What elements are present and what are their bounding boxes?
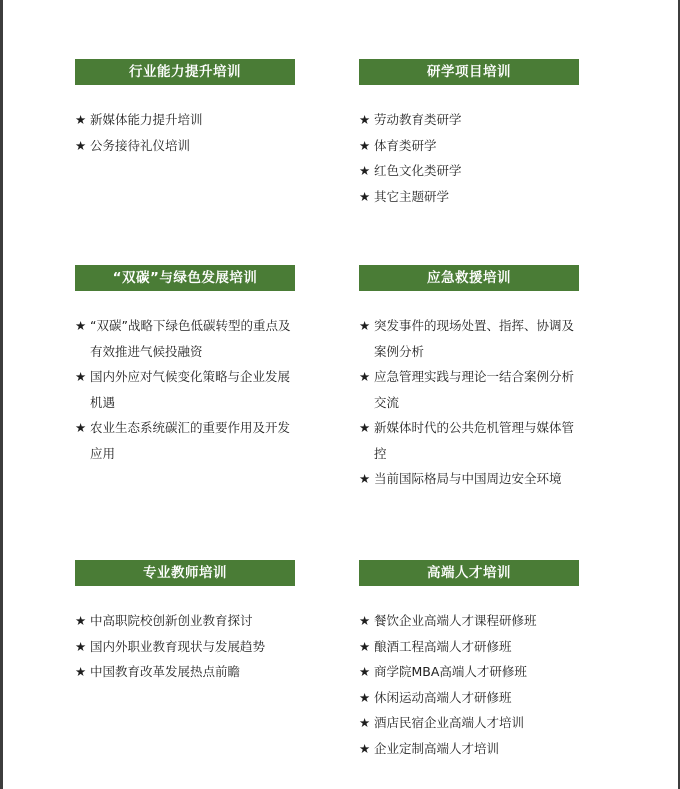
list-item bbox=[359, 158, 579, 184]
section-teacher-training bbox=[75, 560, 295, 685]
list-item bbox=[359, 608, 579, 634]
list-item bbox=[359, 710, 579, 736]
list-item bbox=[75, 608, 295, 634]
item-list bbox=[75, 107, 295, 158]
item-text: 酿酒工程高端人才研修班 bbox=[374, 638, 512, 654]
item-list bbox=[359, 107, 579, 209]
star-icon: ★ bbox=[359, 318, 371, 333]
star-icon: ★ bbox=[75, 369, 87, 384]
star-icon: ★ bbox=[359, 188, 371, 204]
item-text: 劳动教育类研学 bbox=[374, 112, 462, 127]
star-icon: ★ bbox=[75, 137, 87, 153]
item-text: 当前国际格局与中国周边安全环境 bbox=[374, 471, 562, 486]
star-icon: ★ bbox=[75, 638, 87, 654]
star-icon: ★ bbox=[75, 318, 87, 333]
item-text: 农业生态系统碳汇的重要作用及开发应用 bbox=[90, 420, 291, 461]
item-text: 其它主题研学 bbox=[374, 188, 450, 204]
star-icon: ★ bbox=[359, 112, 371, 127]
item-list bbox=[359, 313, 579, 492]
item-text: 红色文化类研学 bbox=[374, 163, 462, 178]
section-emergency-rescue bbox=[359, 265, 579, 492]
star-icon: ★ bbox=[359, 715, 371, 730]
list-item bbox=[359, 184, 579, 210]
list-item bbox=[359, 634, 579, 660]
star-icon: ★ bbox=[75, 664, 87, 679]
list-item bbox=[359, 466, 579, 492]
star-icon: ★ bbox=[359, 420, 371, 435]
list-item bbox=[359, 685, 579, 711]
star-icon: ★ bbox=[359, 137, 371, 153]
list-item bbox=[359, 364, 579, 415]
list-item bbox=[359, 736, 579, 762]
star-icon: ★ bbox=[75, 613, 87, 628]
item-text: 企业定制高端人才培训 bbox=[374, 740, 500, 756]
star-icon: ★ bbox=[359, 689, 371, 705]
section-title: 专业教师培训 bbox=[75, 560, 295, 586]
list-item bbox=[75, 364, 295, 415]
item-text: 商学院MBA高端人才研修班 bbox=[374, 664, 527, 679]
item-text: 公务接待礼仪培训 bbox=[90, 137, 191, 153]
star-icon: ★ bbox=[359, 740, 371, 756]
star-icon: ★ bbox=[359, 369, 371, 384]
star-icon: ★ bbox=[359, 664, 371, 679]
star-icon: ★ bbox=[359, 638, 371, 654]
item-text: 体育类研学 bbox=[374, 137, 437, 153]
star-icon: ★ bbox=[359, 163, 371, 178]
item-text: 国内外应对气候变化策略与企业发展机遇 bbox=[90, 369, 291, 410]
page-left-border bbox=[0, 0, 3, 789]
section-study-tour bbox=[359, 59, 579, 209]
section-high-end-talent bbox=[359, 560, 579, 761]
section-title: 行业能力提升培训 bbox=[75, 59, 295, 85]
item-text: 中国教育改革发展热点前瞻 bbox=[90, 664, 241, 679]
section-title: 应急救援培训 bbox=[359, 265, 579, 291]
item-list bbox=[359, 608, 579, 761]
list-item bbox=[75, 107, 295, 133]
list-item bbox=[359, 133, 579, 159]
item-text: 突发事件的现场处置、指挥、协调及案例分析 bbox=[374, 318, 575, 359]
item-text: 国内外职业教育现状与发展趋势 bbox=[90, 638, 266, 654]
star-icon: ★ bbox=[359, 471, 371, 486]
list-item bbox=[75, 313, 295, 364]
list-item bbox=[359, 415, 579, 466]
item-text: 餐饮企业高端人才课程研修班 bbox=[374, 613, 537, 628]
list-item bbox=[75, 133, 295, 159]
item-text: 酒店民宿企业高端人才培训 bbox=[374, 715, 525, 730]
section-title: 高端人才培训 bbox=[359, 560, 579, 586]
list-item bbox=[75, 659, 295, 685]
star-icon: ★ bbox=[75, 420, 87, 435]
item-text: 新媒体时代的公共危机管理与媒体管控 bbox=[374, 420, 575, 461]
item-text: 新媒体能力提升培训 bbox=[90, 112, 203, 127]
star-icon: ★ bbox=[359, 613, 371, 628]
section-industry-skills bbox=[75, 59, 295, 158]
list-item bbox=[359, 313, 579, 364]
item-text: 中高职院校创新创业教育探讨 bbox=[90, 613, 253, 628]
section-title: 研学项目培训 bbox=[359, 59, 579, 85]
item-text: 休闲运动高端人才研修班 bbox=[374, 689, 512, 705]
section-dual-carbon bbox=[75, 265, 295, 466]
item-text: 应急管理实践与理论一结合案例分析交流 bbox=[374, 369, 575, 410]
list-item bbox=[359, 659, 579, 685]
list-item bbox=[75, 634, 295, 660]
section-title: “双碳”与绿色发展培训 bbox=[75, 265, 295, 291]
list-item bbox=[75, 415, 295, 466]
item-list bbox=[75, 608, 295, 685]
list-item bbox=[359, 107, 579, 133]
star-icon: ★ bbox=[75, 112, 87, 127]
item-text: “双碳”战略下绿色低碳转型的重点及有效推进气候投融资 bbox=[90, 318, 291, 359]
item-list bbox=[75, 313, 295, 466]
